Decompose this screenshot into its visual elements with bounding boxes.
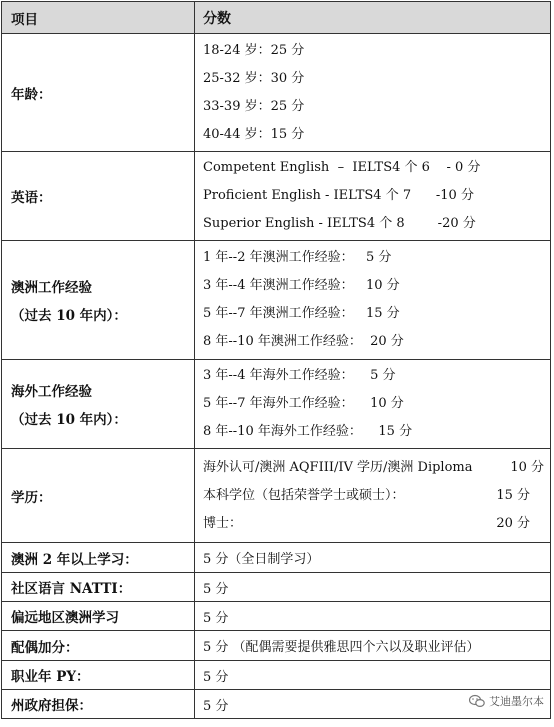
- au-work-line: 8 年--10 年澳洲工作经验： 20 分: [203, 334, 404, 349]
- overseas-work-line: 8 年--10 年海外工作经验： 15 分: [203, 424, 413, 439]
- study-label: 澳洲 2 年以上学习：: [2, 543, 195, 573]
- row-education: [2, 449, 551, 543]
- english-line: Competent English – IELTS4 个 6 - 0 分: [203, 160, 481, 175]
- education-line: [203, 482, 550, 510]
- au-work-line: 1 年--2 年澳洲工作经验： 5 分: [203, 250, 392, 265]
- overseas-work-label: [2, 360, 195, 449]
- row-age: [2, 34, 551, 152]
- au-work-title: 澳洲工作经验: [11, 280, 92, 296]
- education-text: 海外认可/澳洲 AQFIII/IV 学历/澳洲 Diploma: [203, 459, 473, 475]
- row-english: [2, 152, 551, 241]
- au-work-line: 5 年--7 年澳洲工作经验： 15 分: [203, 306, 400, 321]
- english-label: 英语：: [2, 152, 195, 241]
- partner-label: 配偶加分：: [2, 631, 195, 661]
- partner-value: 5 分 （配偶需要提供雅思四个六以及职业评估）: [195, 631, 551, 661]
- education-line: [203, 510, 550, 538]
- header-score: 分数: [195, 2, 551, 34]
- age-label: 年龄：: [2, 34, 195, 152]
- education-line: [203, 454, 550, 482]
- au-work-sub: （过去 10 年内）：: [11, 308, 127, 324]
- au-work-label: [2, 241, 195, 360]
- row-partner: [2, 631, 551, 661]
- watermark-text: 艾迪墨尔本: [489, 695, 544, 708]
- age-line: 40-44 岁：15 分: [203, 126, 305, 142]
- overseas-work-scores: [195, 360, 551, 449]
- header-row: [2, 2, 551, 34]
- au-work-scores: [195, 241, 551, 360]
- points-table: [1, 1, 551, 719]
- watermark: [465, 691, 548, 711]
- overseas-work-sub: （过去 10 年内）：: [11, 412, 127, 428]
- header-item: 项目: [2, 2, 195, 34]
- row-natti: [2, 573, 551, 602]
- overseas-work-line: 3 年--4 年海外工作经验： 5 分: [203, 368, 396, 383]
- row-au-work: [2, 241, 551, 360]
- study-value: 5 分（全日制学习）: [195, 543, 551, 573]
- natti-label: 社区语言 NATTI：: [2, 573, 195, 602]
- english-line: Superior English - IELTS4 个 8 -20 分: [203, 216, 476, 231]
- overseas-work-title: 海外工作经验: [11, 384, 92, 400]
- natti-value: 5 分: [195, 573, 551, 602]
- age-scores: [195, 34, 551, 152]
- row-regional: [2, 602, 551, 631]
- education-label: 学历：: [2, 449, 195, 543]
- py-value: 5 分: [195, 661, 551, 690]
- au-work-line: 3 年--4 年澳洲工作经验： 10 分: [203, 278, 400, 293]
- state-label: 州政府担保：: [2, 690, 195, 719]
- age-line: 25-32 岁：30 分: [203, 70, 305, 86]
- english-scores: [195, 152, 551, 241]
- education-score: 10 分: [510, 459, 544, 475]
- row-py: [2, 661, 551, 690]
- regional-label: 偏远地区澳洲学习: [2, 602, 195, 631]
- row-study: [2, 543, 551, 573]
- wechat-icon: [469, 694, 485, 708]
- age-line: 33-39 岁：25 分: [203, 98, 305, 114]
- education-score: 15 分: [496, 487, 530, 503]
- education-score: 20 分: [496, 515, 530, 531]
- education-scores: [195, 449, 551, 543]
- overseas-work-line: 5 年--7 年海外工作经验： 10 分: [203, 396, 404, 411]
- education-text: 本科学位（包括荣誉学士或硕士）：: [203, 487, 405, 503]
- py-label: 职业年 PY：: [2, 661, 195, 690]
- row-overseas-work: [2, 360, 551, 449]
- state-value: 5 分: [195, 690, 551, 719]
- education-text: 博士：: [203, 515, 243, 531]
- age-line: 18-24 岁：25 分: [203, 42, 305, 58]
- regional-value: 5 分: [195, 602, 551, 631]
- english-line: Proficient English - IELTS4 个 7 -10 分: [203, 188, 474, 203]
